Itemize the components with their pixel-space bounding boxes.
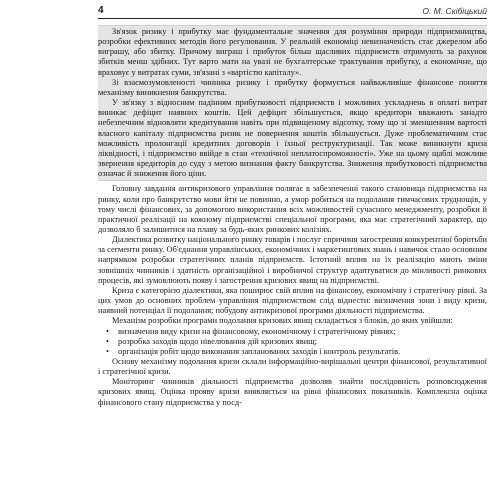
list-item: • розробка заходів щодо нівелювання дій кризових явищ; [98,337,487,347]
paragraph: Головну завдання антикризового управління полягає в забезпеченні такого становища підприємства на ринку, коли про банкрутство мови йти не повинно, а умор робиться на подолання тимчасових труднощів, у тому числі фінансових, за допомогою використання всіх можливостей сучасного менеджменту, розробки й практичної реалізації на кожному підприємстві спеціальної програми, яка має стратегічний характер, що дозволяло б залишитися на плаву за будь-яких ринкових колізіях. [98,184,487,234]
shaded-passage [98,25,487,181]
paragraph: Основу механізму подолання кризи склали інформаційно-вирішальні центри фінансової, результативної і стратегічної кризи. [98,357,487,377]
bullet-list [98,327,487,357]
list-item: • визначення виду кризи на фінансовому, економічному і стратегічному рівнях; [98,327,487,337]
paragraph: Механізм розробки програми подолання кризових явищ складається з блоків, до яких увійшли: [112,316,453,326]
page-header [0,0,500,24]
page-number: 4 [98,5,104,16]
paragraph: Моніторинг чинників діяльності підприємства дозволяв знайти послідовність розповсюдження кризових явищ. Оцінка прояву кризи виявляється на рівні фінансових показників. Комплексна оцінка фінансового стану підприємства у посд- [98,377,487,407]
header-rule [98,18,487,19]
running-head-author: О. М. Скібіцький [422,6,487,16]
paragraph: Зі взаємозумовленості чинника ризику і прибутку формується найважливіше фінансове поняття механізму виникнення банкрутства. [98,77,487,97]
page-body [98,24,487,408]
list-item: • організація робіт щодо виконання запланованих заходів і контроль результатів. [98,347,487,357]
paragraph: Зв'язок ризику і прибутку має фундаментальне значення для розуміння природи підприємництва, розробки ефективних методів його регулювання. У реальній економіці невизначеність стає джерелом або виграшу, або збитку. Причому виграш і прибуток більш щасливих підприємств отримують за рахунок збитків менш здібних. Тут варто мати на увазі не бухгалтерське трактування прибутку, а економічне, що враховує у витратах суми, зв'язані з «вартістю капіталу». [98,27,487,77]
paragraph: У зв'язку з відносним падінням прибутковості підприємств і можливих ускладнень в оплаті витрат виникає дефіцит наявних коштів. Цей дефіцит збільшується, якщо кредитори вважають занадто небезпечним відновляти кредитування навіть при підвищеному відсотку, тому що зі зменшенням вартості власного капіталу підприємства ризик не повернення коштів збільшується. Дуже проблематичним стає можливість пролонгації кредитних договорів і їхньої реструктуризації. Так може виникнути криза ліквідності, і підприємство ввійде в стан «технічної неплатоспроможності». Уже на цьому щаблі можливе звернення кредиторів до суду з метою визнання факту банкрутства. Зниження прибутковості підприємства означає й зниження його ціни. [98,98,487,179]
paragraph: Криза є категорією діалектики, яка поширює свій вплив на фінансову, економічну і стратегічну рівні. За цих умов до основних проблем управління підприємством слід віднести: визначення зони і виду кризи, наявний потенціал її подолання; побудову антикризової програми діяльності підприємства. [98,285,487,316]
paragraph: Діалектика розвитку національного ринку товарів і послуг спричиня загострення конкурентної боротьби за сегменти ринку. Об'єднання управлінських, економічних і маркетингових знань і навичок стало основним напрямком розробки стратегічних планів підприємств. Істотний вплив на їх реалізацію мають зміни зовнішніх чинників і здатність організаційної і виробничої структур адаптуватися до мінливості ринкових процесів, які зумовлюють появу і загострення кризових явищ на підприємстві. [98,235,487,285]
